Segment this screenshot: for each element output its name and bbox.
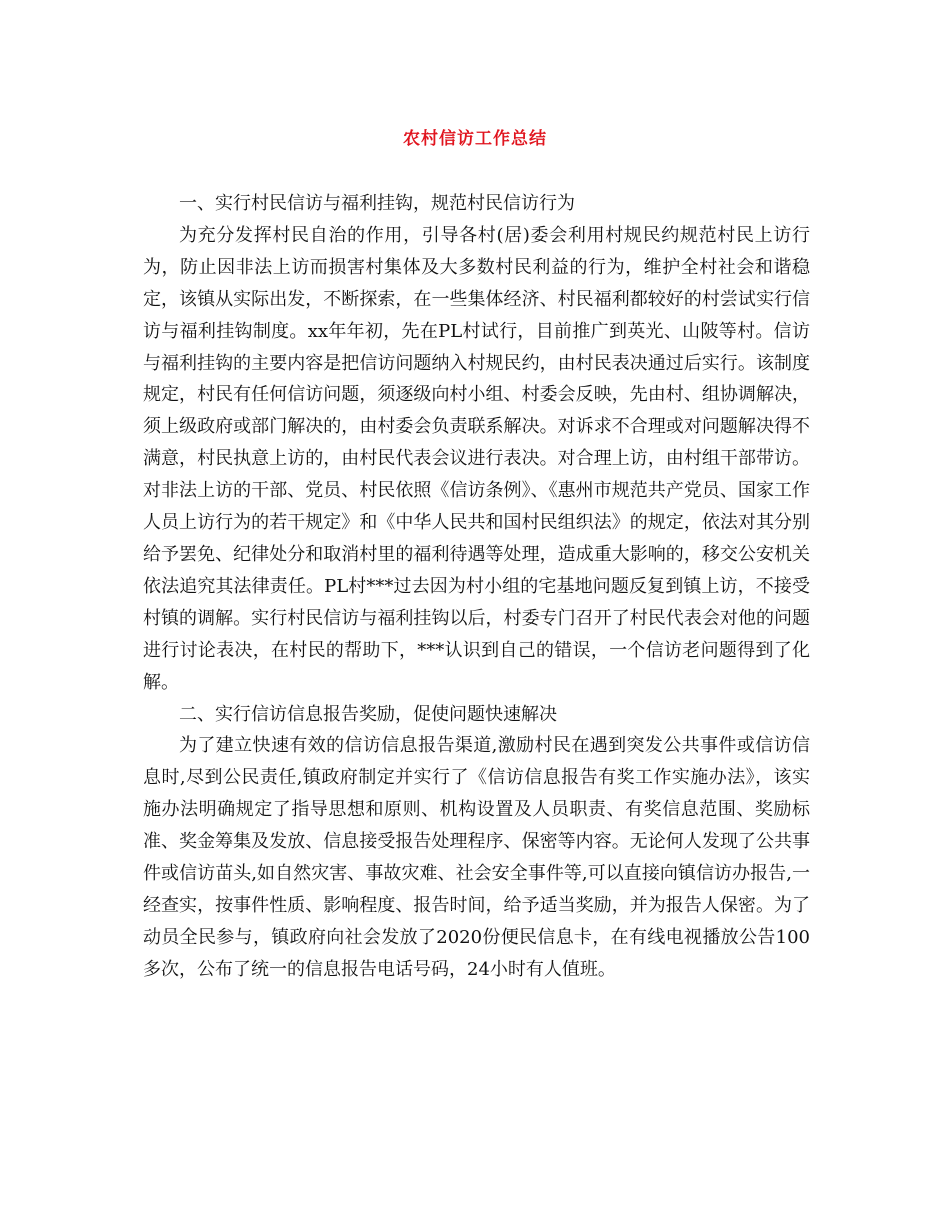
section-heading-1: 一、实行村民信访与福利挂钩，规范村民信访行为	[179, 193, 575, 214]
paragraph-2: 为了建立快速有效的信访信息报告渠道,激励村民在遇到突发公共事件或信访信息时,尽到公民责任,镇政府制定并实行了《信访信息报告有奖工作实施办法》，该实施办法明确规定了指导思想和原则、机构设置及人员职责、有奖信息范围、奖励标准、奖金筹集及发放、信息接受报告处理程序、保密等内容。无论何人发现了公共事件或信访苗头,如自然灾害、事故灾难、社会安全事件等,可以直接向镇信访办报告,一经查实，按事件性质、影响程度、报告时间，给予适当奖励，并为报告人保密。为了动员全民参与，镇政府向社会发放了2020份便民信息卡，在有线电视播放公告100多次，公布了统一的信息报告电话号码，24小时有人值班。	[143, 735, 810, 980]
section-heading-2: 二、实行信访信息报告奖励，促使问题快速解决	[179, 703, 557, 725]
document-title: 农村信访工作总结	[403, 129, 547, 149]
paragraph-1: 为充分发挥村民自治的作用，引导各村(居)委会利用村规民约规范村民上访行为，防止因非法上访而损害村集体及大多数村民利益的行为，维护全村社会和谐稳定，该镇从实际出发，不断探索，在一些集体经济、村民福利都较好的村尝试实行信访与福利挂钩制度。xx年年初，先在PL村试行，目前推广到英光、山陂等村。信访与福利挂钩的主要内容是把信访问题纳入村规民约，由村民表决通过后实行。该制度规定，村民有任何信访问题，须逐级向村小组、村委会反映，先由村、组协调解决，须上级政府或部门解决的，由村委会负责联系解决。对诉求不合理或对问题解决得不满意，村民执意上访的，由村民代表会议进行表决。对合理上访，由村组干部带访。对非法上访的干部、党员、村民依照《信访条例》、《惠州市规范共产党员、国家工作人员上访行为的若干规定》和《中华人民共和国村民组织法》的规定，依法对其分别给予罢免、纪律处分和取消村里的福利待遇等处理，造成重大影响的，移交公安机关依法追究其法律责任。PL村***过去因为村小组的宅基地问题反复到镇上访，不接受村镇的调解。实行村民信访与福利挂钩以后，村委专门召开了村民代表会对他的问题进行讨论表决，在村民的帮助下，***认识到自己的错误，一个信访老问题得到了化解。	[143, 224, 810, 693]
document-body	[143, 188, 810, 986]
